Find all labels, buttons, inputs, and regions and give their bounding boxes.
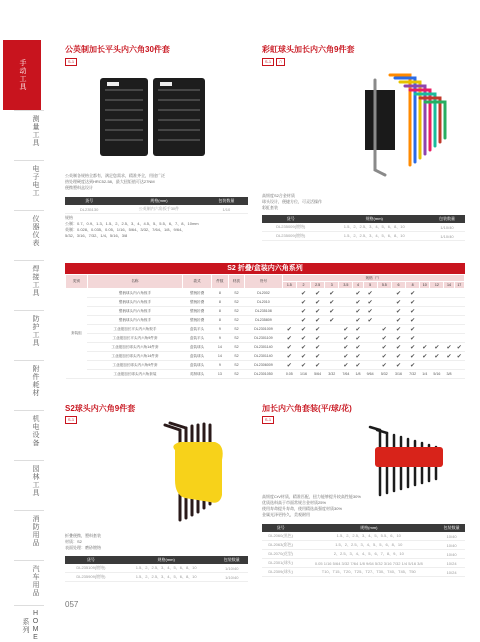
section4-product-image [365,425,460,505]
check-icon: ✔ [391,325,405,334]
size-cell [420,361,430,370]
size-cell [339,307,353,316]
size-cell [363,334,377,343]
size-cell [377,316,391,325]
section1-product-image [95,70,210,160]
check-icon: ✔ [391,316,405,325]
check-icon: ✔ [311,298,325,307]
table-row [66,370,465,379]
magnet-icon: ∩ [276,58,285,66]
cell-name: 塑柄球头内六角扳手 [87,307,182,316]
table-row: DL2060(黑色) 1.5、2、2.5、3、4、5、5.5、6、10 10/40 [262,532,465,541]
check-icon: ✔ [353,361,363,370]
section1-table: 货号 规格(mm) 包装数量 DL235130 公英制内六角扳手30件 1/10 [65,197,248,214]
check-icon: ✔ [325,298,339,307]
cell-style: 盒装球头 [183,343,212,352]
size-cell [420,325,430,334]
sidebar-divider [14,560,44,561]
size-column-header: 14 [444,282,454,289]
check-icon: ✔ [444,343,454,352]
size-cell [363,361,377,370]
size-cell [444,334,454,343]
cell-code: DL2010 [245,298,283,307]
cell-style: 塑柄折叠 [183,307,212,316]
check-icon: ✔ [363,307,377,316]
check-icon: ✔ [325,307,339,316]
size-cell [454,325,464,334]
cell-mat: S2 [228,289,245,298]
section4-badge: S-1 [262,416,274,424]
check-icon: ✔ [282,334,296,343]
size-cell [430,325,444,334]
check-icon: ✔ [353,325,363,334]
check-icon: ✔ [296,316,310,325]
size-cell: 1/16 [296,370,310,379]
check-icon: ✔ [311,325,325,334]
table-row: DL235130 公英制内六角扳手30件 1/10 [65,205,248,214]
size-cell [420,289,430,298]
table-row [66,334,465,343]
cell-mat: S2 [228,334,245,343]
check-icon: ✔ [282,343,296,352]
size-cell [444,307,454,316]
table-row: DL2309(球头) T10、T15、T20、T25、T27、T30、T40、T45、T50 10/24 [262,568,465,577]
cell-n: 8 [212,298,229,307]
size-cell [444,325,454,334]
check-icon: ✔ [406,307,420,316]
size-cell [420,316,430,325]
size-cell [454,334,464,343]
size-cell [325,343,339,352]
size-cell [454,298,464,307]
section4-table: 货号 规格(mm) 包装数量 DL2060(黑色) 1.5、2、2.5、3、4、5、5.5、6、10 10/40 DL2063(彩色) 1.5、2、2.5、3、4、5、5、6、8、10 10/40 DL2070(花型) 2、2.5、3、4、4、5、6、7、8、9、10 10/40 DL2301(球头) 0.05 1/16 5/64 3/32 7/64 1/8 9/64 5/32 3/16 7/32 1/4 5/16 3/8 10/24 DL2309(球头) T10、T15、T20、T25、T27、T30、T40、T45、T50 10/24 [262,524,465,577]
size-cell [282,289,296,298]
size-cell [377,289,391,298]
section1-desc: 公英制各规格全都有，满足您需求，精准齐全，用途广泛 热处理硬度达到HRC52-58，最大扭矩值可达27NM 便携塑料盒设计 [65,173,165,190]
cell-code: DL2301140 [245,352,283,361]
cell-code: DL235809 [245,316,283,325]
table-row [66,352,465,361]
size-column-header: 6 [391,282,405,289]
cell-mat: S2 [228,307,245,316]
column-header: 类别 [66,275,88,289]
check-icon: ✔ [311,334,325,343]
check-icon: ✔ [454,343,464,352]
table-row [66,298,465,307]
size-column-header: 3.5 [339,282,353,289]
sidebar-item[interactable]: 园林工具 [32,465,39,497]
size-cell [282,316,296,325]
check-icon: ✔ [296,361,310,370]
check-icon: ✔ [282,361,296,370]
size-cell: 0.05 [282,370,296,379]
size-cell: 7/32 [406,370,420,379]
sidebar-divider [14,605,44,606]
size-cell: 5/64 [311,370,325,379]
check-icon: ✔ [353,334,363,343]
size-cell [282,307,296,316]
size-cell [454,307,464,316]
section1-spec: 规格 公制：0.7、0.9、1.3、1.5、2、2.5、3、4、4.5、5、5.5、6、7、8、10mm 英制：0.028、0.035、0.05、1/16、5/64、3/32、7/64、1/8、9/64、 5/32、3/16、7/32、1/4、5/16、3/8 [65,215,199,238]
section3-desc: 折叠便携，塑料套装 材质：S2 表面处理：磨砂镀铬 [65,533,101,550]
check-icon: ✔ [325,289,339,298]
cell-name: 工业级加长球头内六角14件套 [87,343,182,352]
size-cell: 3/8 [444,370,454,379]
check-icon: ✔ [325,316,339,325]
table-row: DL2070(花型) 2、2.5、3、4、4、5、6、7、8、9、10 10/40 [262,550,465,559]
cell-n: 8 [212,307,229,316]
size-cell [444,298,454,307]
check-icon: ✔ [296,343,310,352]
check-icon: ✔ [311,307,325,316]
size-column-header: 5 [363,282,377,289]
sidebar-item[interactable]: 汽车用品 [32,565,39,597]
cell-name: 工业级加长球头内六角14件套 [87,352,182,361]
series-table [65,274,465,379]
cell-n: 8 [212,316,229,325]
check-icon: ✔ [282,325,296,334]
size-cell: 1/4 [420,370,430,379]
cell-code: DL2301009 [245,325,283,334]
cell-n: 14 [212,352,229,361]
size-cell [377,298,391,307]
size-cell [339,298,353,307]
section3-table: 货号 规格(mm) 包装数量 DL235109(镀铬) 1.5、2、2.5、3、4、5、6、8、10 1/10/40 DL235909(镀铬) 1.5、2、2.5、3、4、5、6、8、10 1/10/40 [65,556,248,582]
size-cell [420,298,430,307]
section1-title: 公英制加长平头内六角30件套 [65,45,170,54]
column-header: 货号 [245,275,283,289]
size-cell [454,370,464,379]
cell-style: 塑柄折叠 [183,289,212,298]
sidebar-divider [14,110,44,111]
sidebar-divider [14,160,44,161]
size-cell [444,361,454,370]
section1-badge: S-1 [65,58,77,66]
section4-desc: 高韧度CrV材质，精准匹配，扭力能够提升较高性能30% 优质选料高于市面常规合金材质25% 使用寿命提升寿命，使用精选高强度材质30% 金属光泽更持久，美观耐用 [262,494,361,517]
check-icon: ✔ [377,343,391,352]
check-icon: ✔ [339,325,353,334]
table-row [66,343,465,352]
size-cell [430,334,444,343]
check-icon: ✔ [391,289,405,298]
cell-code: DL2301140 [245,343,283,352]
column-header: 件数 [212,275,229,289]
sidebar-item[interactable]: 机电设备 [32,415,39,447]
check-icon: ✔ [420,352,430,361]
column-header: 名称 [87,275,182,289]
size-cell [430,316,444,325]
size-column-header: 8 [406,282,420,289]
check-icon: ✔ [444,352,454,361]
sidebar-item[interactable]: 电子电工 [32,165,39,197]
check-icon: ✔ [353,298,363,307]
cell-style: 英制球头 [183,370,212,379]
size-header: 规格（"） [282,275,464,282]
size-cell [325,325,339,334]
section2-desc: 高韧度S2合金材质 球头设计，便捷方位，可灵活操作 彩虹套装 [262,193,322,210]
cell-style: 盒装球头 [183,361,212,370]
size-cell: 3/16 [391,370,405,379]
cell-n: 9 [212,334,229,343]
check-icon: ✔ [391,361,405,370]
sidebar-item[interactable]: HOME系列 [22,610,39,642]
table-row: DL235109(镀铬) 1.5、2、2.5、3、4、5、6、8、10 1/10/40 [65,564,248,573]
sidebar-divider [14,460,44,461]
section4-title: 加长内六角套装(平/球/花) [262,404,352,413]
check-icon: ✔ [339,352,353,361]
size-cell [325,352,339,361]
check-icon: ✔ [311,361,325,370]
size-cell [420,334,430,343]
size-column-header: 3 [325,282,339,289]
size-column-header: 2.5 [311,282,325,289]
cell-mat: S2 [228,361,245,370]
size-cell: 7/64 [339,370,353,379]
check-icon: ✔ [353,343,363,352]
sidebar-item[interactable]: 附件耗材 [32,365,39,397]
table-row: DL235009(镀铬) 1.5、2、2.5、3、4、5、6、8、10 1/10/40 [262,232,465,241]
cell-name: 工业级加长平头内六角9件套 [87,334,182,343]
cell-code: DL2301050 [245,370,283,379]
size-cell [420,307,430,316]
check-icon: ✔ [406,343,420,352]
cell-mat: S2 [228,370,245,379]
cell-code: DL235108 [245,307,283,316]
cell-mat: S2 [228,352,245,361]
table-row: DL2301(球头) 0.05 1/16 5/64 3/32 7/64 1/8 9/64 5/32 3/16 7/32 1/4 5/16 3/8 10/24 [262,559,465,568]
size-cell: 5/32 [377,370,391,379]
size-cell [363,325,377,334]
size-column-header: 1.5 [282,282,296,289]
cell-n: 9 [212,325,229,334]
check-icon: ✔ [363,316,377,325]
size-cell [430,307,444,316]
series-table-title: S2 折叠/盒装内六角系列 [65,263,465,274]
check-icon: ✔ [391,334,405,343]
section3-product-image [160,420,235,530]
cell-style: 盒装球头 [183,352,212,361]
sidebar [0,40,60,642]
cell-mat: S2 [228,343,245,352]
check-icon: ✔ [377,334,391,343]
size-cell [363,352,377,361]
check-icon: ✔ [353,307,363,316]
category-cell: 套装组 [66,289,88,379]
size-cell [430,298,444,307]
cell-name: 塑柄球头内六角扳手 [87,289,182,298]
cell-style: 盒装平头 [183,334,212,343]
section2-table: 货号 规格(mm) 包装数量 DL235009(镀铬) 1.5、2、2.5、3、4、5、6、8、10 1/10/40 DL235009(镀铬) 1.5、2、2.5、3、4、5、6、8、10 1/10/40 [262,215,465,241]
cell-mat: S2 [228,325,245,334]
check-icon: ✔ [296,298,310,307]
table-row: DL2063(彩色) 1.5、2、2.5、3、4、5、5、6、8、10 10/40 [262,541,465,550]
size-column-header: 5.5 [377,282,391,289]
sidebar-item[interactable]: 仪器仪表 [32,215,39,247]
sidebar-item[interactable]: 测量工具 [32,115,39,147]
size-cell [325,361,339,370]
cell-name: 塑柄球头内六角扳手 [87,316,182,325]
size-cell [377,307,391,316]
check-icon: ✔ [430,352,444,361]
size-cell: 3/32 [325,370,339,379]
check-icon: ✔ [353,289,363,298]
sidebar-item[interactable]: 焊接工具 [32,265,39,297]
cell-mat: S2 [228,298,245,307]
check-icon: ✔ [406,334,420,343]
check-icon: ✔ [339,343,353,352]
cell-n: 8 [212,289,229,298]
cell-style: 盒装平头 [183,325,212,334]
check-icon: ✔ [296,334,310,343]
size-cell: 5/16 [430,370,444,379]
size-cell [282,298,296,307]
size-column-header: 10 [420,282,430,289]
cell-name: 工业级加长平头内六角扳手 [87,325,182,334]
check-icon: ✔ [363,298,377,307]
sidebar-item[interactable]: 防护工具 [32,315,39,347]
section2-title: 彩虹球头加长内六角9件套 [262,45,355,54]
size-cell [363,343,377,352]
check-icon: ✔ [406,289,420,298]
check-icon: ✔ [406,325,420,334]
page-number: 057 [65,600,79,609]
check-icon: ✔ [391,307,405,316]
cell-code: DL2002 [245,289,283,298]
check-icon: ✔ [296,307,310,316]
check-icon: ✔ [353,316,363,325]
size-column-header: 17 [454,282,464,289]
check-icon: ✔ [296,352,310,361]
check-icon: ✔ [296,325,310,334]
check-icon: ✔ [311,316,325,325]
size-cell [454,289,464,298]
check-icon: ✔ [377,361,391,370]
cell-mat: S2 [228,316,245,325]
section3-badge: S-1 [65,416,77,424]
cell-name: 塑柄球头内六角扳手 [87,298,182,307]
check-icon: ✔ [311,343,325,352]
section3-title: S2球头内六角9件套 [65,404,136,413]
sidebar-divider [14,360,44,361]
size-cell: 1/8 [353,370,363,379]
table-row [66,307,465,316]
size-cell [430,361,444,370]
size-cell: 9/64 [363,370,377,379]
check-icon: ✔ [391,343,405,352]
check-icon: ✔ [391,298,405,307]
sidebar-divider [14,260,44,261]
cell-style: 塑柄折叠 [183,316,212,325]
cell-code: DL2301109 [245,334,283,343]
column-header: 材质 [228,275,245,289]
sidebar-divider [14,210,44,211]
check-icon: ✔ [339,361,353,370]
check-icon: ✔ [406,352,420,361]
section2-badge: S-1 [262,58,274,66]
size-column-header: 2 [296,282,310,289]
sidebar-divider [14,310,44,311]
check-icon: ✔ [282,352,296,361]
check-icon: ✔ [420,343,430,352]
check-icon: ✔ [406,361,420,370]
check-icon: ✔ [339,334,353,343]
check-icon: ✔ [430,343,444,352]
size-cell [454,361,464,370]
check-icon: ✔ [454,352,464,361]
table-row: DL235909(镀铬) 1.5、2、2.5、3、4、5、6、8、10 1/10/40 [65,573,248,582]
size-column-header: 12 [430,282,444,289]
check-icon: ✔ [296,289,310,298]
table-row [66,361,465,370]
size-cell [444,289,454,298]
cell-n: 14 [212,343,229,352]
size-cell [339,289,353,298]
sidebar-item[interactable]: 手动工具 [3,40,41,110]
check-icon: ✔ [377,352,391,361]
section2-product-image [360,70,460,190]
cell-name: 工业级加长球头内六角套装 [87,370,182,379]
table-row [66,325,465,334]
check-icon: ✔ [353,352,363,361]
check-icon: ✔ [406,298,420,307]
table-row [66,316,465,325]
table-row: DL235009(镀铬) 1.5、2、2.5、3、4、5、6、8、10 1/10/40 [262,223,465,232]
cell-style: 塑柄折叠 [183,298,212,307]
check-icon: ✔ [377,325,391,334]
size-cell [444,316,454,325]
sidebar-divider [14,510,44,511]
check-icon: ✔ [406,316,420,325]
check-icon: ✔ [311,289,325,298]
table-row [66,289,465,298]
cell-n: 13 [212,370,229,379]
size-cell [325,334,339,343]
column-header: 款式 [183,275,212,289]
size-cell [454,316,464,325]
check-icon: ✔ [391,352,405,361]
sidebar-divider [14,410,44,411]
size-cell [430,289,444,298]
cell-name: 工业级加长球头内六角9件套 [87,361,182,370]
sidebar-item[interactable]: 消防用品 [32,515,39,547]
size-column-header: 4 [353,282,363,289]
check-icon: ✔ [311,352,325,361]
size-cell [339,316,353,325]
check-icon: ✔ [363,289,377,298]
cell-n: 9 [212,361,229,370]
cell-code: DL2306009 [245,361,283,370]
